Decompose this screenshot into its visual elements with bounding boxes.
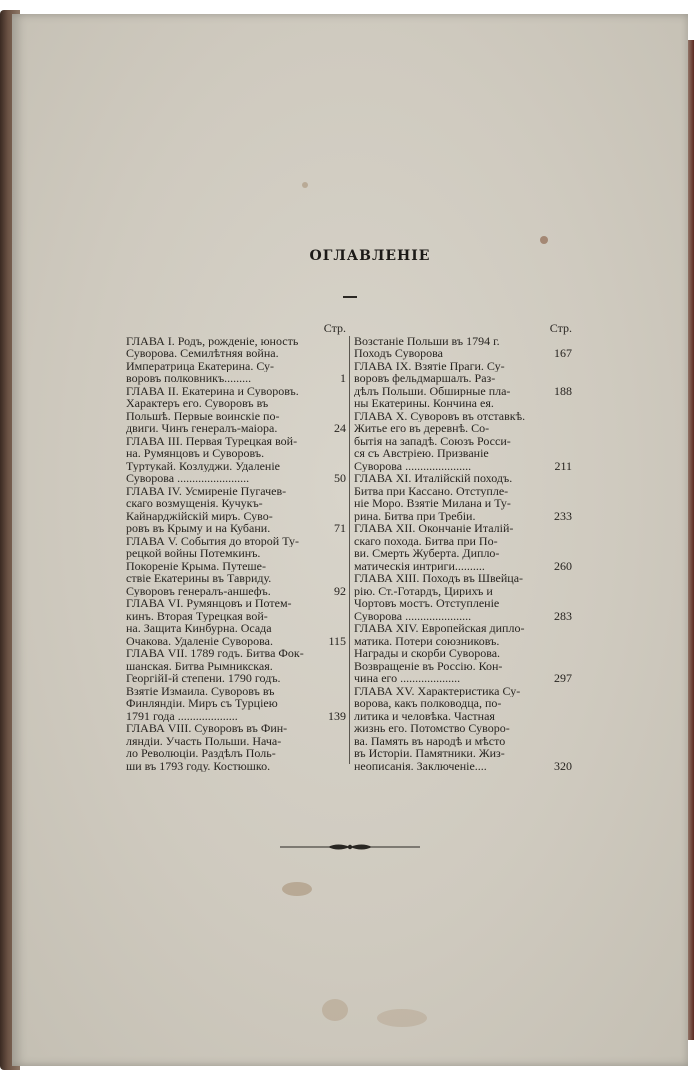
toc-line: [126, 472, 346, 485]
toc-page-number: [546, 522, 572, 535]
toc-line-text: 1791 года ....................: [126, 709, 238, 722]
toc-line: [354, 447, 572, 460]
toc-page-number: 71: [334, 521, 346, 535]
toc-line: [354, 560, 572, 573]
toc-page-number: [546, 397, 572, 410]
toc-line-text: ГЛАВА II. Екатерина и Суворовъ.: [126, 384, 299, 397]
toc-page-number: [320, 610, 346, 623]
toc-line: [354, 635, 572, 648]
toc-line-text: Польшѣ. Первые воинскіе по-: [126, 409, 280, 422]
toc-line-text: Взятіе Измаила. Суворовъ въ: [126, 684, 275, 697]
toc-line: [126, 535, 346, 548]
toc-line-text: скаго похода. Битва при По-: [354, 534, 498, 547]
toc-line-text: ворова, какъ полководца, по-: [354, 697, 502, 710]
toc-line: [126, 610, 346, 623]
toc-line-text: Возстаніе Польши въ 1794 г.: [354, 334, 500, 347]
toc-page-number: [546, 422, 572, 435]
toc-line-text: ГЛАВА VI. Румянцовъ и Потем-: [126, 597, 292, 610]
toc-line: [354, 722, 572, 735]
toc-line: [354, 335, 572, 348]
toc-line-text: шанская. Битва Рымникская.: [126, 659, 273, 672]
toc-line: [354, 497, 572, 510]
toc-line-text: бытія на западѣ. Союзъ Росси-: [354, 434, 511, 447]
toc-page-number: 92: [334, 583, 346, 598]
toc-line: [126, 397, 346, 410]
toc-page-number: [546, 747, 572, 760]
toc-line-text: чина его ....................: [354, 672, 461, 685]
toc-line-text: ствіе Екатерины въ Тавриду.: [126, 572, 272, 585]
toc-line: [126, 747, 346, 760]
toc-page-number: [320, 685, 346, 698]
toc-line-text: Покореніе Крыма. Путеше-: [126, 559, 266, 572]
toc-line-text: ши въ 1793 году. Костюшко.: [126, 759, 271, 772]
toc-page-number: [320, 560, 346, 573]
toc-line-text: рію. Ст.-Готардъ, Цирихъ и: [354, 584, 493, 597]
toc-line: [354, 610, 572, 623]
toc-page-number: [320, 447, 346, 460]
toc-line: [126, 485, 346, 498]
foxing-spot: [322, 999, 348, 1021]
toc-line-text: Суворова ......................: [354, 609, 472, 622]
toc-line: [354, 360, 572, 373]
page-column-label: Стр.: [549, 321, 572, 335]
toc-line-text: скаго возмущенія. Кучукъ-: [126, 497, 263, 510]
toc-line: [126, 460, 346, 473]
toc-line: [354, 535, 572, 548]
toc-line-text: матика. Потери союзниковъ.: [354, 634, 500, 647]
page-column-label: Стр.: [323, 321, 346, 335]
toc-line-text: Житье его въ деревнѣ. Со-: [354, 422, 490, 435]
toc-page-number: [320, 622, 346, 635]
toc-page-number: [320, 735, 346, 748]
toc-page-number: [546, 722, 572, 735]
toc-line-text: Награды и скорби Суворова.: [354, 647, 501, 660]
toc-line-text: рецкой войны Потемкинъ.: [126, 547, 261, 560]
toc-line: [354, 547, 572, 560]
toc-page-number: [320, 397, 346, 410]
toc-line-text: Финляндіи. Миръ съ Турціею: [126, 697, 278, 710]
toc-page-number: [546, 435, 572, 448]
toc-line: [126, 360, 346, 373]
toc-line: [126, 410, 346, 423]
toc-line: [126, 685, 346, 698]
toc-page-number: [546, 535, 572, 548]
toc-line: [126, 372, 346, 385]
toc-page-number: [546, 697, 572, 710]
toc-line: [354, 510, 572, 523]
toc-line-text: Императрица Екатерина. Су-: [126, 359, 275, 372]
toc-line: [354, 710, 572, 723]
toc-line: [126, 347, 346, 360]
toc-page-number: [320, 660, 346, 673]
foxing-spot: [302, 182, 308, 188]
toc-line-text: Характеръ его. Суворовъ въ: [126, 397, 269, 410]
toc-line-text: ГеоргійI-й степени. 1790 годъ.: [126, 672, 281, 685]
toc-line-text: Суворова ......................: [354, 459, 472, 472]
toc-line: [354, 660, 572, 673]
toc-line: [126, 422, 346, 435]
toc-line-text: литика и человѣка. Частная: [354, 709, 495, 722]
toc-page-number: [546, 410, 572, 423]
toc-line-text: воровъ полковникъ.........: [126, 372, 252, 385]
toc-page-number: 320: [554, 758, 572, 773]
toc-page-number: [546, 497, 572, 510]
toc-line: [354, 760, 572, 773]
toc-page-number: [320, 697, 346, 710]
toc-line: [126, 522, 346, 535]
toc-line: [354, 572, 572, 585]
toc-line: [354, 585, 572, 598]
toc-page-number: 260: [554, 558, 572, 573]
toc-line-text: ровъ въ Крыму и на Кубани.: [126, 522, 271, 535]
toc-page-number: [546, 372, 572, 385]
toc-page-number: [546, 622, 572, 635]
toc-page-number: [546, 647, 572, 660]
toc-line: [126, 447, 346, 460]
toc-line-text: ГЛАВА III. Первая Турецкая вой-: [126, 434, 298, 447]
toc-line: [126, 385, 346, 398]
toc-page-number: [320, 597, 346, 610]
page: [12, 14, 688, 1066]
toc-line: [126, 435, 346, 448]
toc-page-number: [546, 572, 572, 585]
toc-page-number: [546, 735, 572, 748]
toc-line-text: ся съ Австріею. Призваніе: [354, 447, 489, 460]
toc-line-text: въ Исторіи. Памятники. Жиз-: [354, 747, 505, 760]
toc-line: [126, 585, 346, 598]
toc-page-number: [546, 710, 572, 723]
toc-line: [354, 747, 572, 760]
toc-line-text: ГЛАВА IV. Усмиреніе Пугачев-: [126, 484, 287, 497]
toc-page-number: 167: [554, 346, 572, 360]
foxing-spot: [540, 236, 548, 244]
toc-page-number: [320, 485, 346, 498]
toc-line-text: ГЛАВА XII. Окончаніе Италій-: [354, 522, 514, 535]
toc-line-text: двиги. Чинъ генералъ-маіора.: [126, 422, 278, 435]
toc-line-text: Очакова. Удаленіе Суворова.: [126, 634, 273, 647]
toc-line-text: Битва при Кассано. Отступле-: [354, 484, 509, 497]
toc-line-text: ло Революціи. Раздѣлъ Поль-: [126, 747, 276, 760]
toc-line: [354, 485, 572, 498]
toc-line-text: ви. Смерть Жуберта. Дипло-: [354, 547, 500, 560]
toc-line: [126, 660, 346, 673]
toc-page-number: [546, 585, 572, 598]
toc-line: [354, 622, 572, 635]
toc-line: [354, 347, 572, 360]
toc-line-text: на. Румянцовъ и Суворовъ.: [126, 447, 265, 460]
toc-page-number: [320, 535, 346, 548]
toc-line-text: ны Екатерины. Кончина ея.: [354, 397, 494, 410]
toc-page-number: 115: [328, 633, 346, 648]
toc-line: [126, 497, 346, 510]
toc-line: [354, 672, 572, 685]
toc-page-number: [546, 485, 572, 498]
toc-line-text: ГЛАВА XIII. Походъ въ Швейца-: [354, 572, 524, 585]
foxing-spot: [377, 1009, 427, 1027]
toc-line: [354, 597, 572, 610]
toc-line: [354, 735, 572, 748]
page-title: ОГЛАВЛЕНІЕ: [309, 248, 431, 264]
toc-line: [354, 697, 572, 710]
toc-line: [126, 510, 346, 523]
toc-page-number: 139: [328, 708, 346, 723]
toc-page-number: [320, 385, 346, 398]
toc-line: [126, 560, 346, 573]
toc-line: [354, 460, 572, 473]
toc-page-number: [546, 685, 572, 698]
toc-line-text: ГЛАВА X. Суворовъ въ отставкѣ.: [354, 409, 526, 422]
toc-page-number: [546, 472, 572, 485]
toc-line: [126, 647, 346, 660]
toc-line-text: ГЛАВА IX. Взятіе Праги. Су-: [354, 359, 505, 372]
toc-page-number: 233: [554, 508, 572, 523]
toc-line: [126, 622, 346, 635]
toc-line-text: Суворова. Семилѣтняя война.: [126, 347, 279, 360]
toc-line-text: воровъ фельдмаршалъ. Раз-: [354, 372, 496, 385]
toc-page-number: [546, 597, 572, 610]
toc-left-column: [126, 322, 346, 772]
toc-line: [354, 385, 572, 398]
toc-line: [126, 760, 346, 773]
toc-line-text: Суворовъ генералъ-аншефъ.: [126, 584, 271, 597]
toc-line: [354, 397, 572, 410]
toc-page-number: 211: [554, 458, 572, 473]
toc-line-text: кинъ. Вторая Турецкая вой-: [126, 609, 268, 622]
toc-line: [126, 547, 346, 560]
toc-line-text: ГЛАВА V. События до второй Ту-: [126, 534, 299, 547]
toc-page-number: 283: [554, 608, 572, 623]
toc-line: [126, 635, 346, 648]
toc-line-text: ГЛАВА I. Родъ, рожденіе, юность: [126, 334, 299, 347]
foxing-spot: [282, 882, 312, 896]
toc-line-text: Туртукай. Козлуджи. Удаленіе: [126, 459, 281, 472]
toc-line: [354, 422, 572, 435]
toc-line: [354, 647, 572, 660]
ornament-divider: [280, 842, 420, 852]
toc-page-number: 297: [554, 671, 572, 685]
toc-right-column: [354, 322, 572, 772]
toc-line: [126, 672, 346, 685]
toc-page-number: [320, 335, 346, 348]
toc-line-text: на. Защита Кинбурна. Осада: [126, 622, 272, 635]
toc-line: [126, 710, 346, 723]
toc-line-text: ніе Моро. Взятіе Милана и Ту-: [354, 497, 511, 510]
title-dash: [343, 296, 357, 298]
toc-line: [354, 410, 572, 423]
toc-page-number: [546, 547, 572, 560]
toc-line: [354, 472, 572, 485]
toc-line-text: ГЛАВА XI. Италійскій походъ.: [354, 472, 513, 485]
toc-page-number: 24: [334, 421, 346, 435]
toc-line-text: ва. Память въ народѣ и мѣсто: [354, 734, 506, 747]
toc-line: [126, 722, 346, 735]
toc-page-number: 50: [334, 471, 346, 485]
toc-line-text: матическія интриги..........: [354, 559, 485, 572]
toc-page-number: [320, 647, 346, 660]
toc-page-number: [320, 497, 346, 510]
toc-page-number: [320, 572, 346, 585]
toc-line-text: Суворова ........................: [126, 472, 250, 485]
toc-page-number: 1: [340, 371, 346, 385]
toc-page-number: [320, 435, 346, 448]
toc-line-text: Кайнарджійскій миръ. Суво-: [126, 509, 273, 522]
toc-line-text: ГЛАВА VII. 1789 годъ. Битва Фок-: [126, 647, 304, 660]
toc-line-text: Чортовъ мостъ. Отступленіе: [354, 597, 500, 610]
toc-line: [126, 697, 346, 710]
toc-page-number: [320, 672, 346, 685]
column-divider: [349, 336, 350, 764]
toc-line-text: Возвращеніе въ Россію. Кон-: [354, 659, 503, 672]
toc-page-number: [546, 447, 572, 460]
toc-line: [126, 735, 346, 748]
toc-page-number: [320, 722, 346, 735]
toc-line: [126, 572, 346, 585]
toc-line: [354, 522, 572, 535]
toc-page-number: [320, 747, 346, 760]
toc-page-number: [320, 547, 346, 560]
toc-page-number: [546, 360, 572, 373]
toc-page-number: [320, 347, 346, 360]
toc-line-text: дѣлъ Польши. Обширные пла-: [354, 384, 511, 397]
toc-line-text: ляндіи. Участь Польши. Нача-: [126, 734, 282, 747]
toc-line-text: неописанія. Заключеніе....: [354, 759, 487, 772]
toc-line: [354, 372, 572, 385]
toc-line-text: ГЛАВА XIV. Европейская дипло-: [354, 622, 525, 635]
toc-line-text: ГЛАВА VIII. Суворовъ въ Фин-: [126, 722, 288, 735]
toc-line: [126, 597, 346, 610]
toc-line-text: жизнь его. Потомство Суворо-: [354, 722, 510, 735]
toc-page-number: 188: [554, 383, 572, 398]
toc-line-text: рина. Битва при Требіи.: [354, 509, 476, 522]
toc-line-text: ГЛАВА XV. Характеристика Су-: [354, 684, 521, 697]
toc-line-text: Походъ Суворова: [354, 347, 443, 360]
toc-line: [354, 435, 572, 448]
toc-line: [126, 335, 346, 348]
toc-line: [354, 685, 572, 698]
toc-page-number: [320, 760, 346, 773]
toc-page-number: [546, 635, 572, 648]
